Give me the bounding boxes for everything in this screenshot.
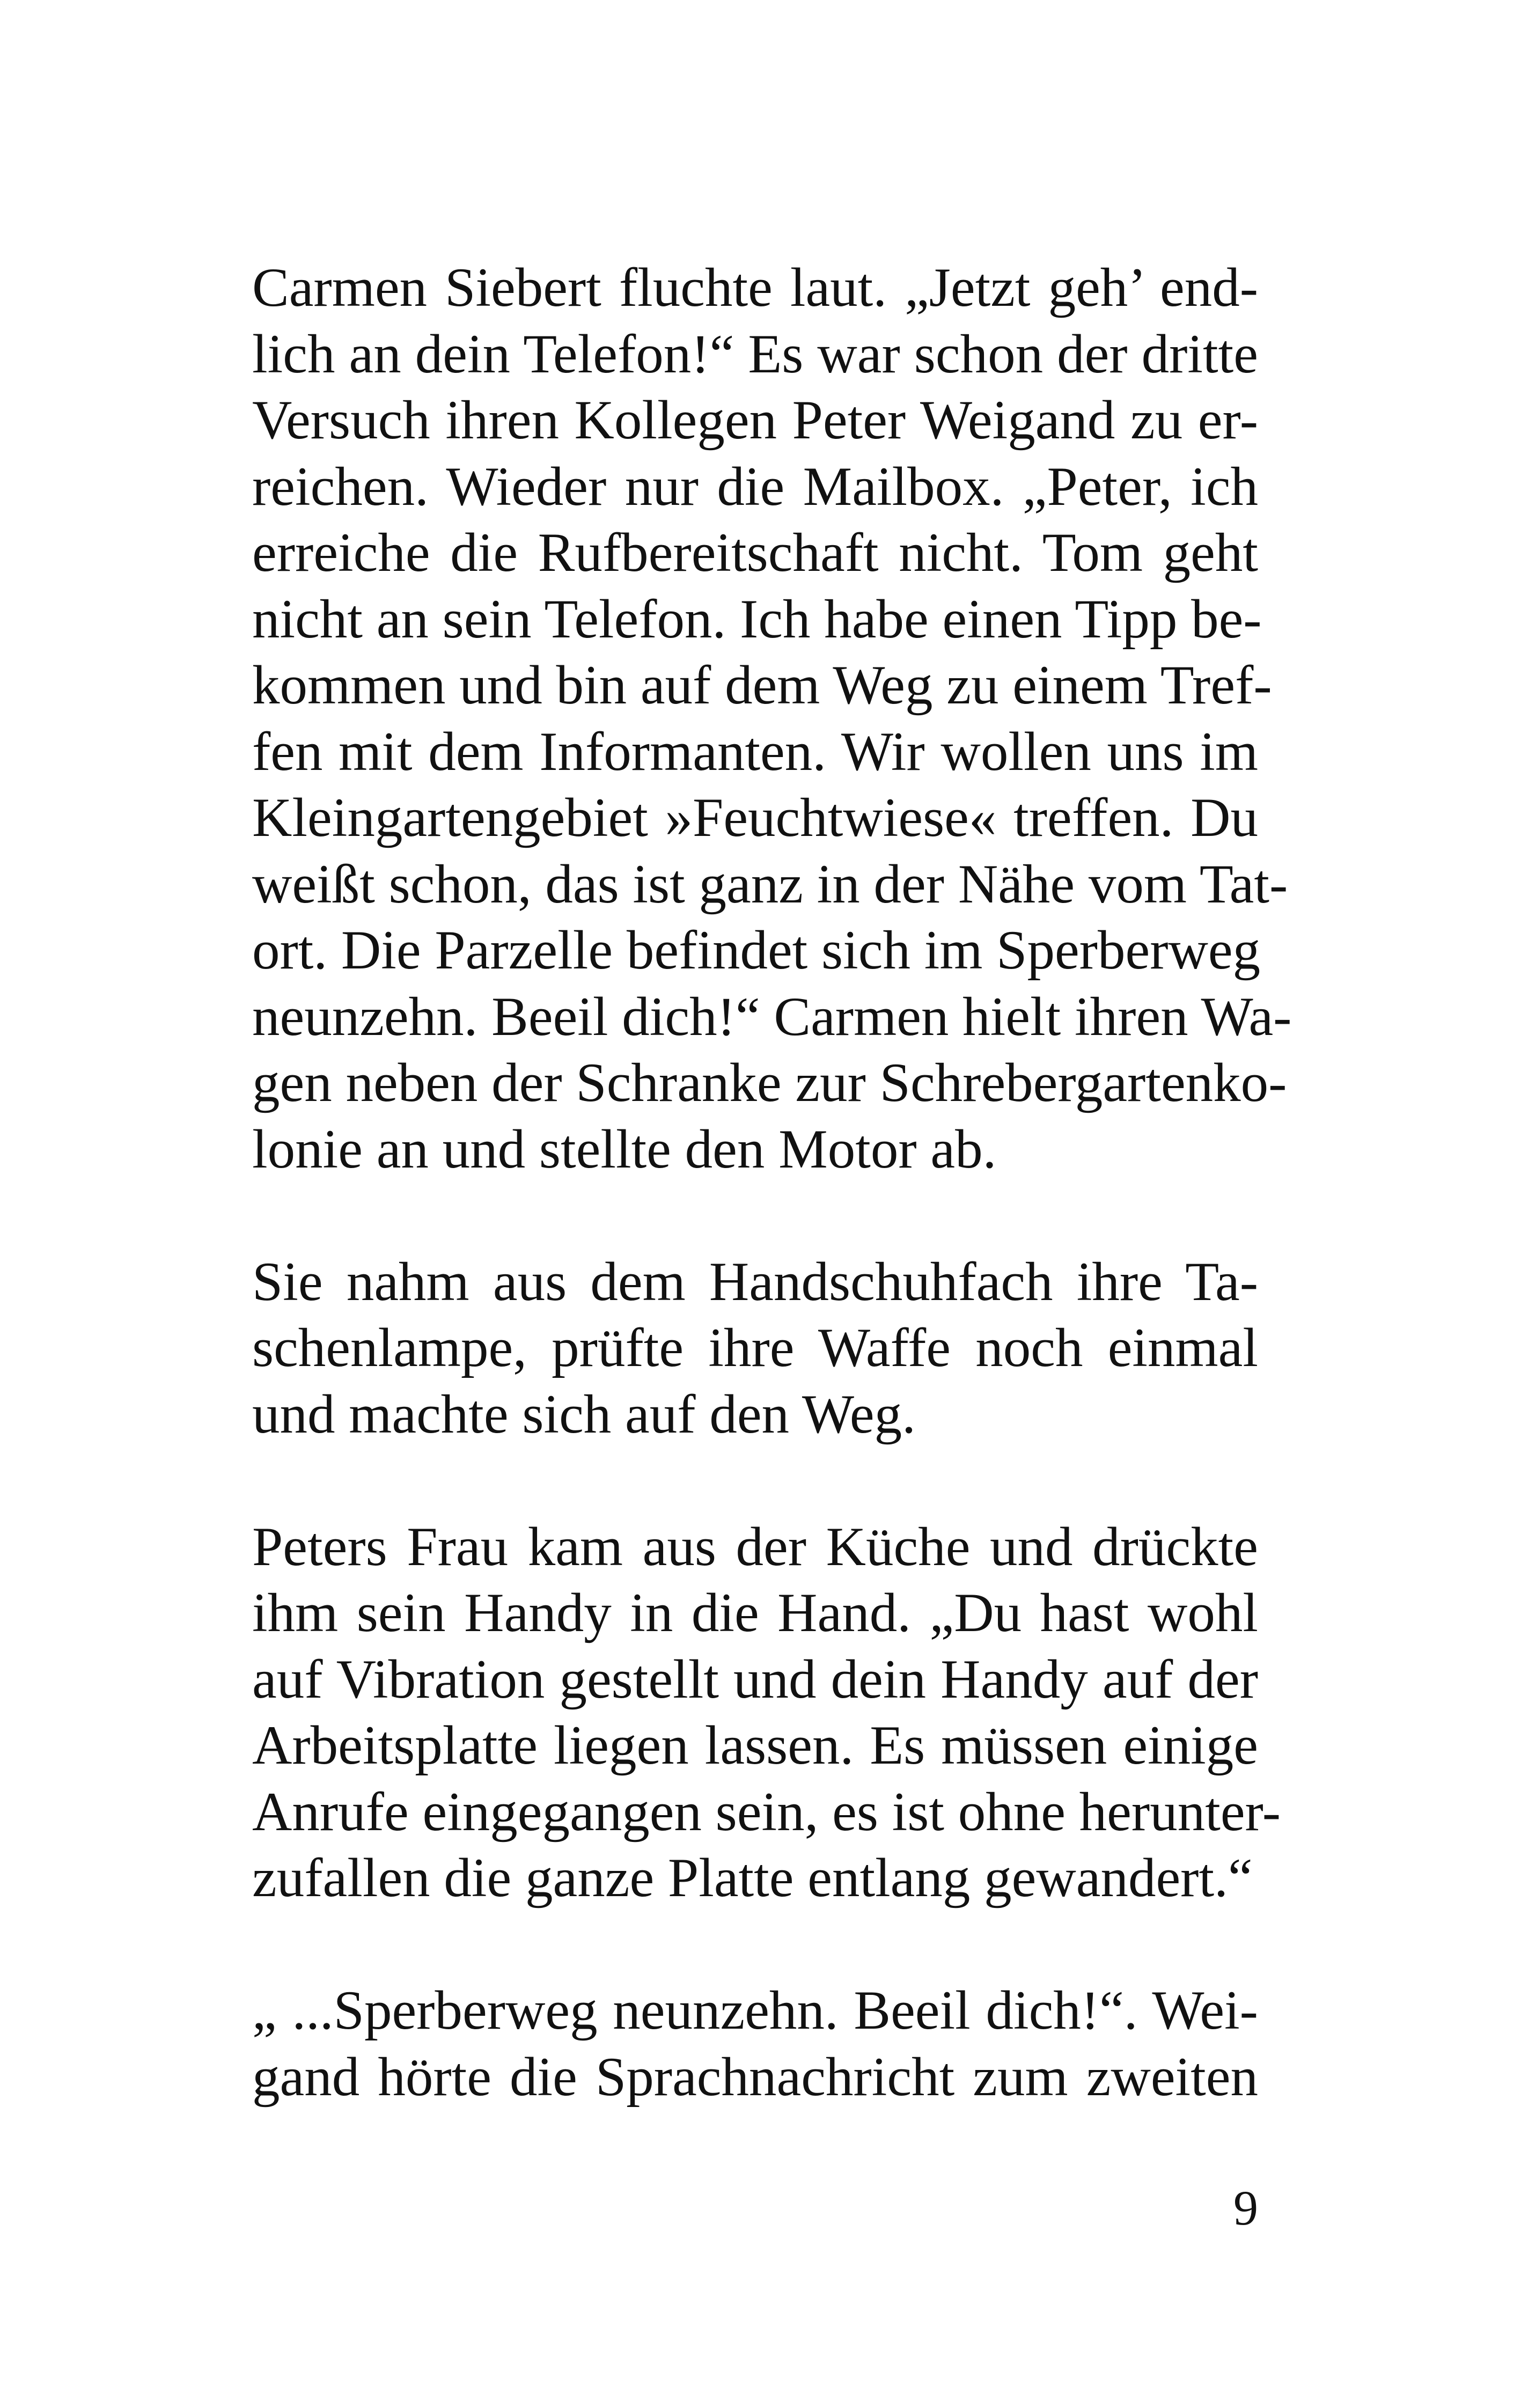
text-line: Anrufe eingegangen sein, es ist ohne herunter- [252, 1781, 1281, 1842]
page-number: 9 [1233, 2181, 1258, 2235]
text-line: Carmen Siebert fluchte laut. „Jetzt geh’ end- [252, 257, 1258, 318]
text-line: schenlampe, prüfte ihre Waffe noch einmal [252, 1317, 1258, 1378]
text-line: weißt schon, das ist ganz in der Nähe vom Tat- [252, 853, 1288, 915]
text-line: neunzehn. Beeil dich!“ Carmen hielt ihren Wa- [252, 986, 1292, 1047]
text-line: fen mit dem Informanten. Wir wollen uns im [252, 721, 1258, 782]
text-line: Sie nahm aus dem Handschuhfach ihre Ta- [252, 1251, 1258, 1312]
text-line: Arbeitsplatte liegen lassen. Es müssen einige [252, 1715, 1258, 1776]
text-line: Kleingartengebiet »Feuchtwiese« treffen. Du [252, 787, 1258, 848]
paragraph-3 [252, 1514, 1281, 1912]
text-line: Peters Frau kam aus der Küche und drückte [252, 1516, 1258, 1577]
text-line: gand hörte die Sprachnachricht zum zweiten [252, 2046, 1258, 2108]
text-line: reichen. Wieder nur die Mailbox. „Peter, ich [252, 456, 1258, 517]
text-line: lich an dein Telefon!“ Es war schon der dritte [252, 323, 1258, 385]
paragraph-2 [252, 1249, 1258, 1448]
paragraph-4 [252, 1978, 1258, 2110]
text-line: ihm sein Handy in die Hand. „Du hast wohl [252, 1582, 1258, 1643]
text-line: zufallen die ganze Platte entlang gewandert.“ [252, 1847, 1253, 1908]
text-line: nicht an sein Telefon. Ich habe einen Tipp be- [252, 588, 1262, 650]
text-line: lonie an und stellte den Motor ab. [252, 1118, 997, 1180]
body-text [252, 255, 1292, 2177]
text-line: und machte sich auf den Weg. [252, 1383, 916, 1445]
text-line: kommen und bin auf dem Weg zu einem Tref- [252, 655, 1272, 716]
text-line: auf Vibration gestellt und dein Handy auf der [252, 1648, 1258, 1710]
text-line: ort. Die Parzelle befindet sich im Sperberweg [252, 920, 1261, 981]
text-line: erreiche die Rufbereitschaft nicht. Tom geht [252, 522, 1258, 583]
text-line: „ ...Sperberweg neunzehn. Beeil dich!“. Wei- [252, 1980, 1258, 2041]
text-line: Versuch ihren Kollegen Peter Weigand zu er- [252, 390, 1258, 451]
text-line: gen neben der Schranke zur Schrebergartenko- [252, 1052, 1287, 1113]
paragraph-1 [252, 255, 1292, 1183]
